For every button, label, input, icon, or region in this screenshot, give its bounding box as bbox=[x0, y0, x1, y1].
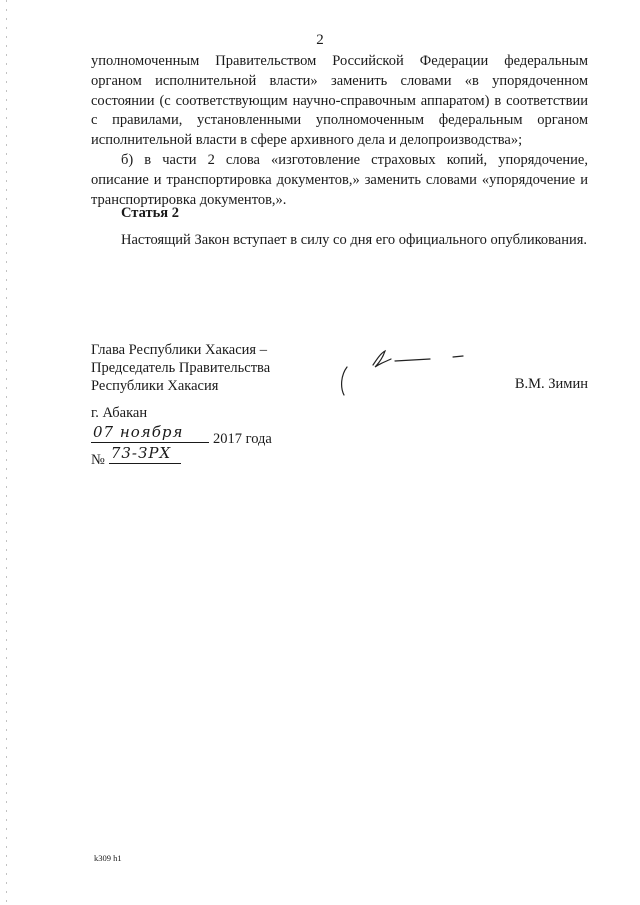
signatory-title-line-2: Председатель Правительства bbox=[91, 360, 271, 376]
number-sign: № bbox=[91, 452, 105, 468]
handwritten-signature bbox=[335, 345, 475, 403]
scan-edge-marks bbox=[6, 0, 7, 905]
article-2-heading: Статья 2 bbox=[121, 205, 179, 221]
law-number bbox=[91, 446, 181, 469]
paragraph-continuation: уполномоченным Правительством Российской Федерации федеральным органом исполнительной власти» заменить словами «в упорядоченном состоянии (с соответствующим научно-справочным аппаратом) в соответствии с правилами, установленными уполномоченным федеральным органом исполнительной власти в сфере архивного дела и делопроизводства»; bbox=[91, 53, 588, 149]
signatory-title-line-3: Республики Хакасия bbox=[91, 378, 219, 394]
handwritten-date: 07 ноября bbox=[93, 423, 184, 441]
handwritten-number: 73-ЗРХ bbox=[110, 444, 172, 462]
date-year: 2017 года bbox=[213, 431, 272, 447]
page-number: 2 bbox=[316, 32, 324, 48]
amendment-text bbox=[91, 52, 588, 210]
signatory-name: В.М. Зимин bbox=[514, 376, 588, 392]
signatory-title-line-1: Глава Республики Хакасия – bbox=[91, 342, 267, 358]
number-blank bbox=[109, 446, 181, 464]
signatory-title bbox=[91, 341, 270, 395]
date-blank bbox=[91, 425, 209, 443]
footer-document-code: k309 h1 bbox=[94, 853, 122, 863]
city: г. Абакан bbox=[91, 405, 148, 421]
paragraph-b: б) в части 2 слова «изготовление страховых копий, упорядочение, описание и транспортировка документов,» заменить словами «упорядочение и транспортировка документов,». bbox=[91, 151, 588, 208]
article-2-text: Настоящий Закон вступает в силу со дня его официального опубликования. bbox=[121, 232, 588, 248]
